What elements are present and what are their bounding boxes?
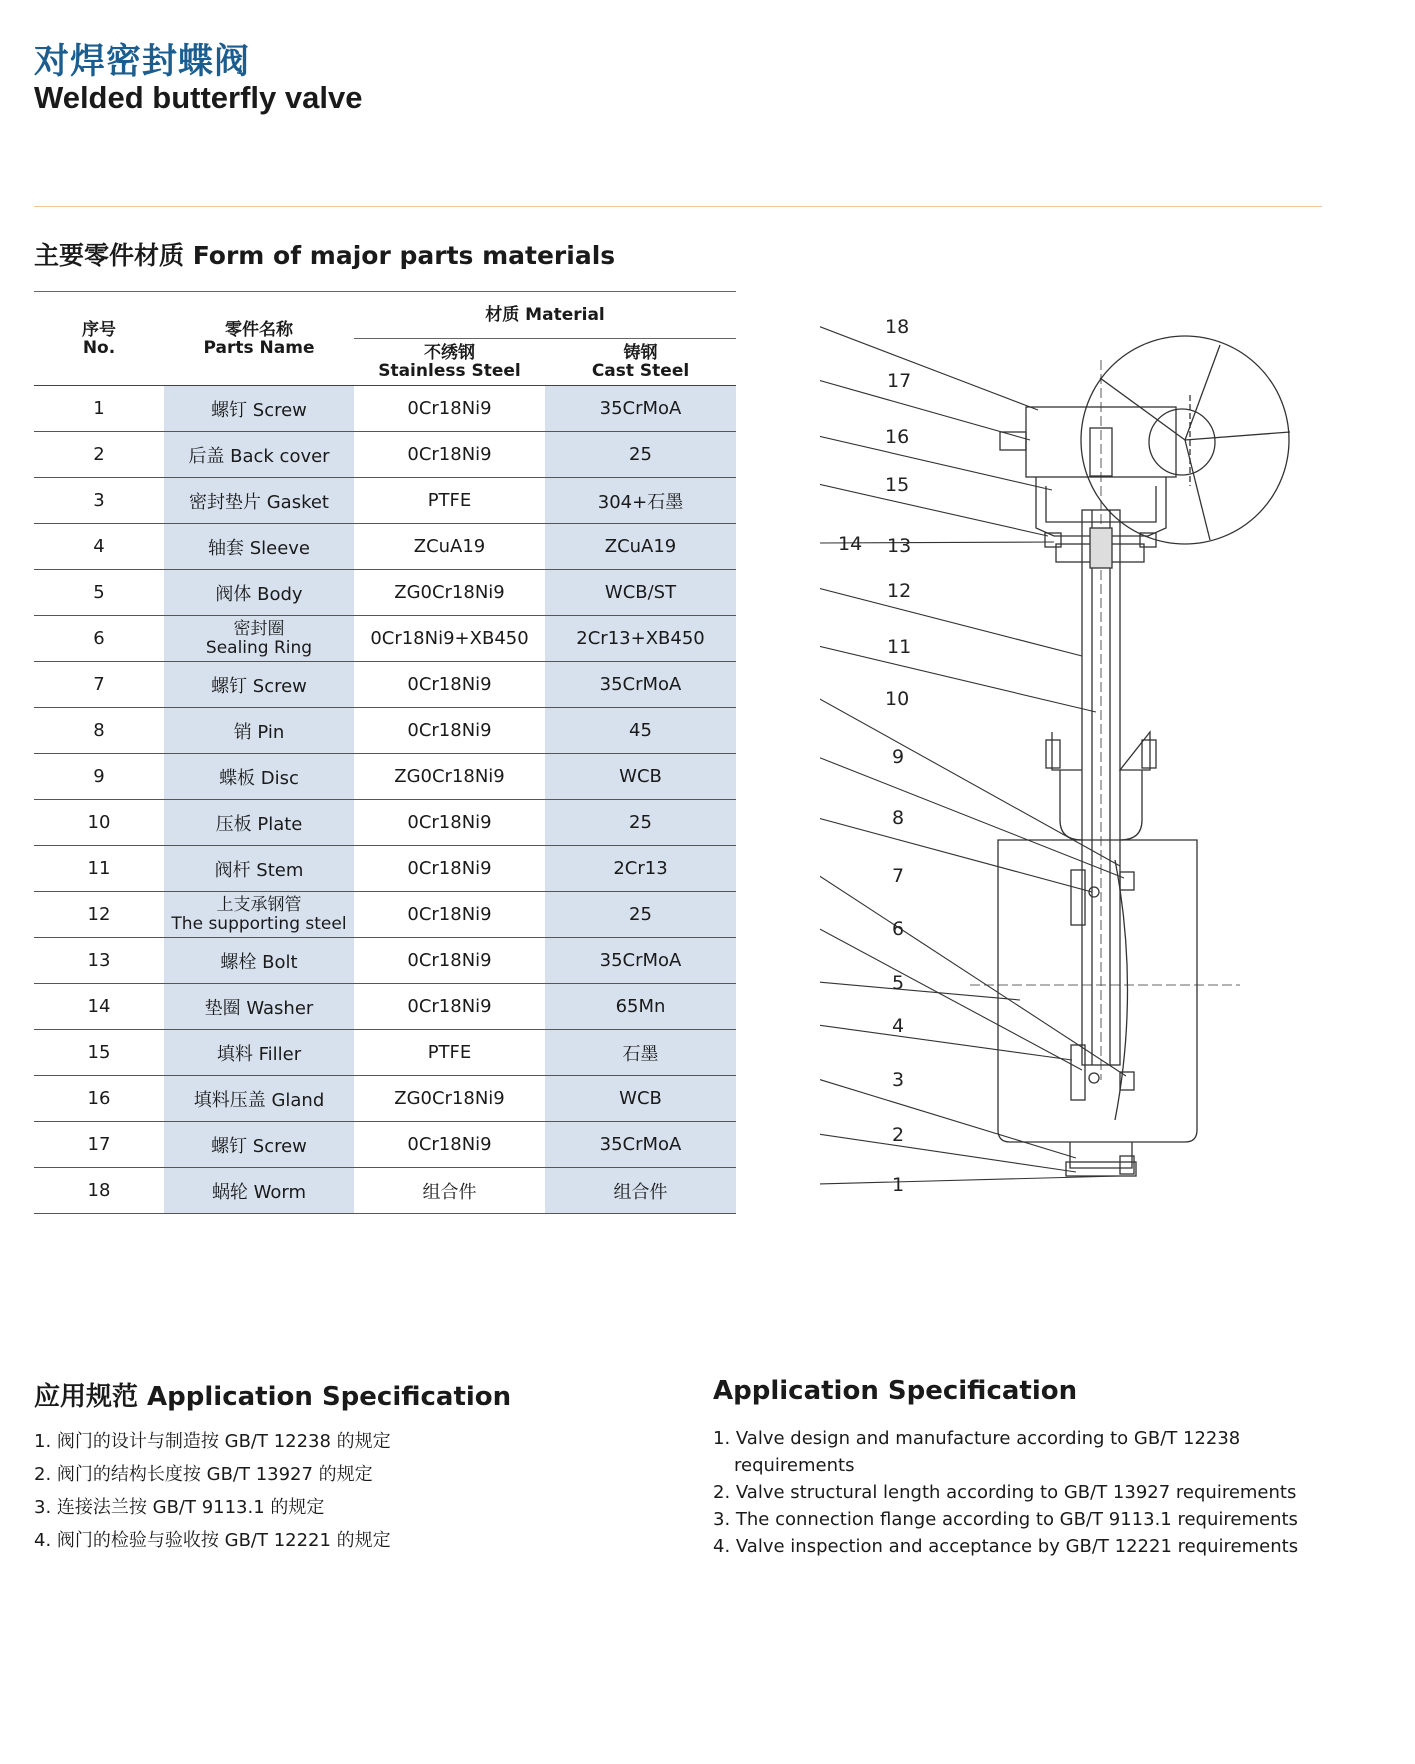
cell-no: 11 [34,846,164,892]
cell-part-name: 压板 Plate [164,800,354,846]
table-row [34,1168,736,1214]
cell-stainless: 0Cr18Ni9+XB450 [354,616,545,662]
callout-11: 11 [887,636,912,658]
cell-part-name: 螺钉 Screw [164,386,354,432]
cell-part-name: 密封圈 Sealing Ring [164,616,354,662]
header-divider [34,206,1322,207]
neck-right [1120,770,1142,840]
callout-16: 16 [885,426,910,448]
spec-cn-item: 3. 连接法兰按 GB/T 9113.1 的规定 [34,1497,325,1518]
callout-17: 17 [887,370,912,392]
table-row [34,800,736,846]
callout-8: 8 [892,807,905,829]
cell-stainless: 0Cr18Ni9 [354,984,545,1030]
table-row [34,984,736,1030]
cell-cast: 2Cr13 [545,846,736,892]
cell-cast: ZCuA19 [545,524,736,570]
cell-cast: 组合件 [545,1168,736,1214]
cell-cast: WCB [545,1076,736,1122]
spec-en-item-1-line1: 1. Valve design and manufacture according to GB/T 12238 [713,1428,1241,1449]
spec-en-item: 4. Valve inspection and acceptance by GB/T 12221 requirements [713,1536,1299,1557]
disc-upper [1071,870,1085,925]
col-header-cast-steel: 铸钢 Cast Steel [545,339,736,386]
spec-en-item-1-line2: requirements [734,1455,855,1476]
valve-body [998,840,1197,1142]
callout-13: 13 [887,535,912,557]
cell-part-name: 后盖 Back cover [164,432,354,478]
spec-en-title: Application Specification [713,1376,1078,1406]
cell-no: 4 [34,524,164,570]
cell-stainless: 0Cr18Ni9 [354,708,545,754]
cell-no: 6 [34,616,164,662]
table-row [34,662,736,708]
callout-15: 15 [885,474,910,496]
neck-left [1060,770,1082,840]
cell-stainless: 0Cr18Ni9 [354,432,545,478]
spec-en-list [713,1425,1343,1560]
cell-no: 15 [34,1030,164,1076]
cell-no: 9 [34,754,164,800]
cell-stainless: 0Cr18Ni9 [354,386,545,432]
cell-no: 18 [34,1168,164,1214]
spec-cn-item: 4. 阀门的检验与验收按 GB/T 12221 的规定 [34,1530,391,1551]
materials-table [34,291,736,1214]
cell-stainless: 组合件 [354,1168,545,1214]
table-row [34,524,736,570]
cell-part-name: 销 Pin [164,708,354,754]
middle-flange [1052,732,1150,770]
cell-part-name: 上支承钢管 The supporting steel [164,892,354,938]
cell-cast: WCB/ST [545,570,736,616]
cell-stainless: ZG0Cr18Ni9 [354,570,545,616]
cell-cast: 25 [545,800,736,846]
cell-no: 10 [34,800,164,846]
cell-no: 17 [34,1122,164,1168]
cell-stainless: 0Cr18Ni9 [354,800,545,846]
cell-no: 2 [34,432,164,478]
cell-no: 7 [34,662,164,708]
col-header-no: 序号 No. [34,292,164,386]
cell-no: 1 [34,386,164,432]
packing [1090,528,1112,568]
table-row [34,616,736,662]
callout-7: 7 [892,865,905,887]
cell-cast: 35CrMoA [545,386,736,432]
cell-stainless: ZCuA19 [354,524,545,570]
plate-upper [1120,872,1134,890]
cell-part-name: 蜗轮 Worm [164,1168,354,1214]
table-row [34,386,736,432]
table-row [34,754,736,800]
cell-no: 16 [34,1076,164,1122]
cell-part-name: 垫圈 Washer [164,984,354,1030]
col-header-parts-name: 零件名称 Parts Name [164,292,354,386]
callout-1: 1 [892,1174,905,1196]
gear-flange [1149,409,1215,475]
disc-lower [1071,1045,1085,1100]
callout-6: 6 [892,918,905,940]
cell-stainless: 0Cr18Ni9 [354,938,545,984]
callout-12: 12 [887,580,912,602]
cell-part-name: 阀杆 Stem [164,846,354,892]
table-row [34,846,736,892]
spec-en-item: 2. Valve structural length according to GB/T 13927 requirements [713,1482,1297,1503]
cell-cast: 65Mn [545,984,736,1030]
cell-part-name: 阀体 Body [164,570,354,616]
table-row [34,708,736,754]
cell-part-name: 填料 Filler [164,1030,354,1076]
callout-2: 2 [892,1124,905,1146]
pin-lower [1089,1073,1099,1083]
cell-no: 5 [34,570,164,616]
cell-part-name: 轴套 Sleeve [164,524,354,570]
handwheel-spoke [1185,440,1210,540]
spec-cn-title: 应用规范 Application Specification [34,1382,512,1412]
cell-part-name: 螺栓 Bolt [164,938,354,984]
handwheel-spoke [1100,378,1185,440]
col-header-stainless-steel: 不绣钢 Stainless Steel [354,339,545,386]
table-row [34,938,736,984]
cell-part-name: 螺钉 Screw [164,1122,354,1168]
cell-cast: 45 [545,708,736,754]
table-row [34,478,736,524]
cell-stainless: 0Cr18Ni9 [354,1122,545,1168]
col-header-material: 材质 Material [354,292,736,339]
table-row [34,1122,736,1168]
cell-cast: 石墨 [545,1030,736,1076]
cell-cast: 25 [545,432,736,478]
table-row [34,570,736,616]
table-row [34,892,736,938]
cell-cast: 304+石墨 [545,478,736,524]
cell-part-name: 螺钉 Screw [164,662,354,708]
cell-no: 12 [34,892,164,938]
cell-stainless: 0Cr18Ni9 [354,892,545,938]
cell-no: 14 [34,984,164,1030]
cell-part-name: 填料压盖 Gland [164,1076,354,1122]
callout-4: 4 [892,1015,905,1037]
materials-section-title: 主要零件材质 Form of major parts materials [34,241,616,270]
cell-stainless: ZG0Cr18Ni9 [354,754,545,800]
spec-en-item [713,1425,1343,1479]
cell-cast: 35CrMoA [545,662,736,708]
cell-cast: 35CrMoA [545,1122,736,1168]
callout-3: 3 [892,1069,905,1091]
cell-cast: 25 [545,892,736,938]
page-title-cn: 对焊密封蝶阀 [34,42,251,82]
cell-stainless: 0Cr18Ni9 [354,846,545,892]
callout-9: 9 [892,746,905,768]
callout-5: 5 [892,972,905,994]
cell-no: 13 [34,938,164,984]
handwheel-spoke [1185,432,1290,440]
cell-no: 3 [34,478,164,524]
spec-cn-list [34,1425,391,1557]
spec-cn-item: 2. 阀门的结构长度按 GB/T 13927 的规定 [34,1464,373,1485]
cell-cast: 35CrMoA [545,938,736,984]
callout-10: 10 [885,688,910,710]
callout-18: 18 [885,316,910,338]
table-row [34,1030,736,1076]
flange-bolt-left [1046,740,1060,768]
table-row [34,1076,736,1122]
cell-stainless: PTFE [354,1030,545,1076]
table-row [34,432,736,478]
page-title-en: Welded butterfly valve [34,80,363,115]
cell-cast: WCB [545,754,736,800]
cell-stainless: PTFE [354,478,545,524]
cell-no: 8 [34,708,164,754]
flange-bolt-right [1142,740,1156,768]
spec-en-item: 3. The connection flange according to GB/T 9113.1 requirements [713,1509,1298,1530]
spec-cn-item: 1. 阀门的设计与制造按 GB/T 12238 的规定 [34,1431,391,1452]
cell-part-name: 蝶板 Disc [164,754,354,800]
cell-stainless: ZG0Cr18Ni9 [354,1076,545,1122]
cell-stainless: 0Cr18Ni9 [354,662,545,708]
callout-14: 14 [838,533,863,555]
disc-edge [1115,860,1128,1120]
cell-cast: 2Cr13+XB450 [545,616,736,662]
bottom-boss [1070,1142,1132,1168]
cell-part-name: 密封垫片 Gasket [164,478,354,524]
